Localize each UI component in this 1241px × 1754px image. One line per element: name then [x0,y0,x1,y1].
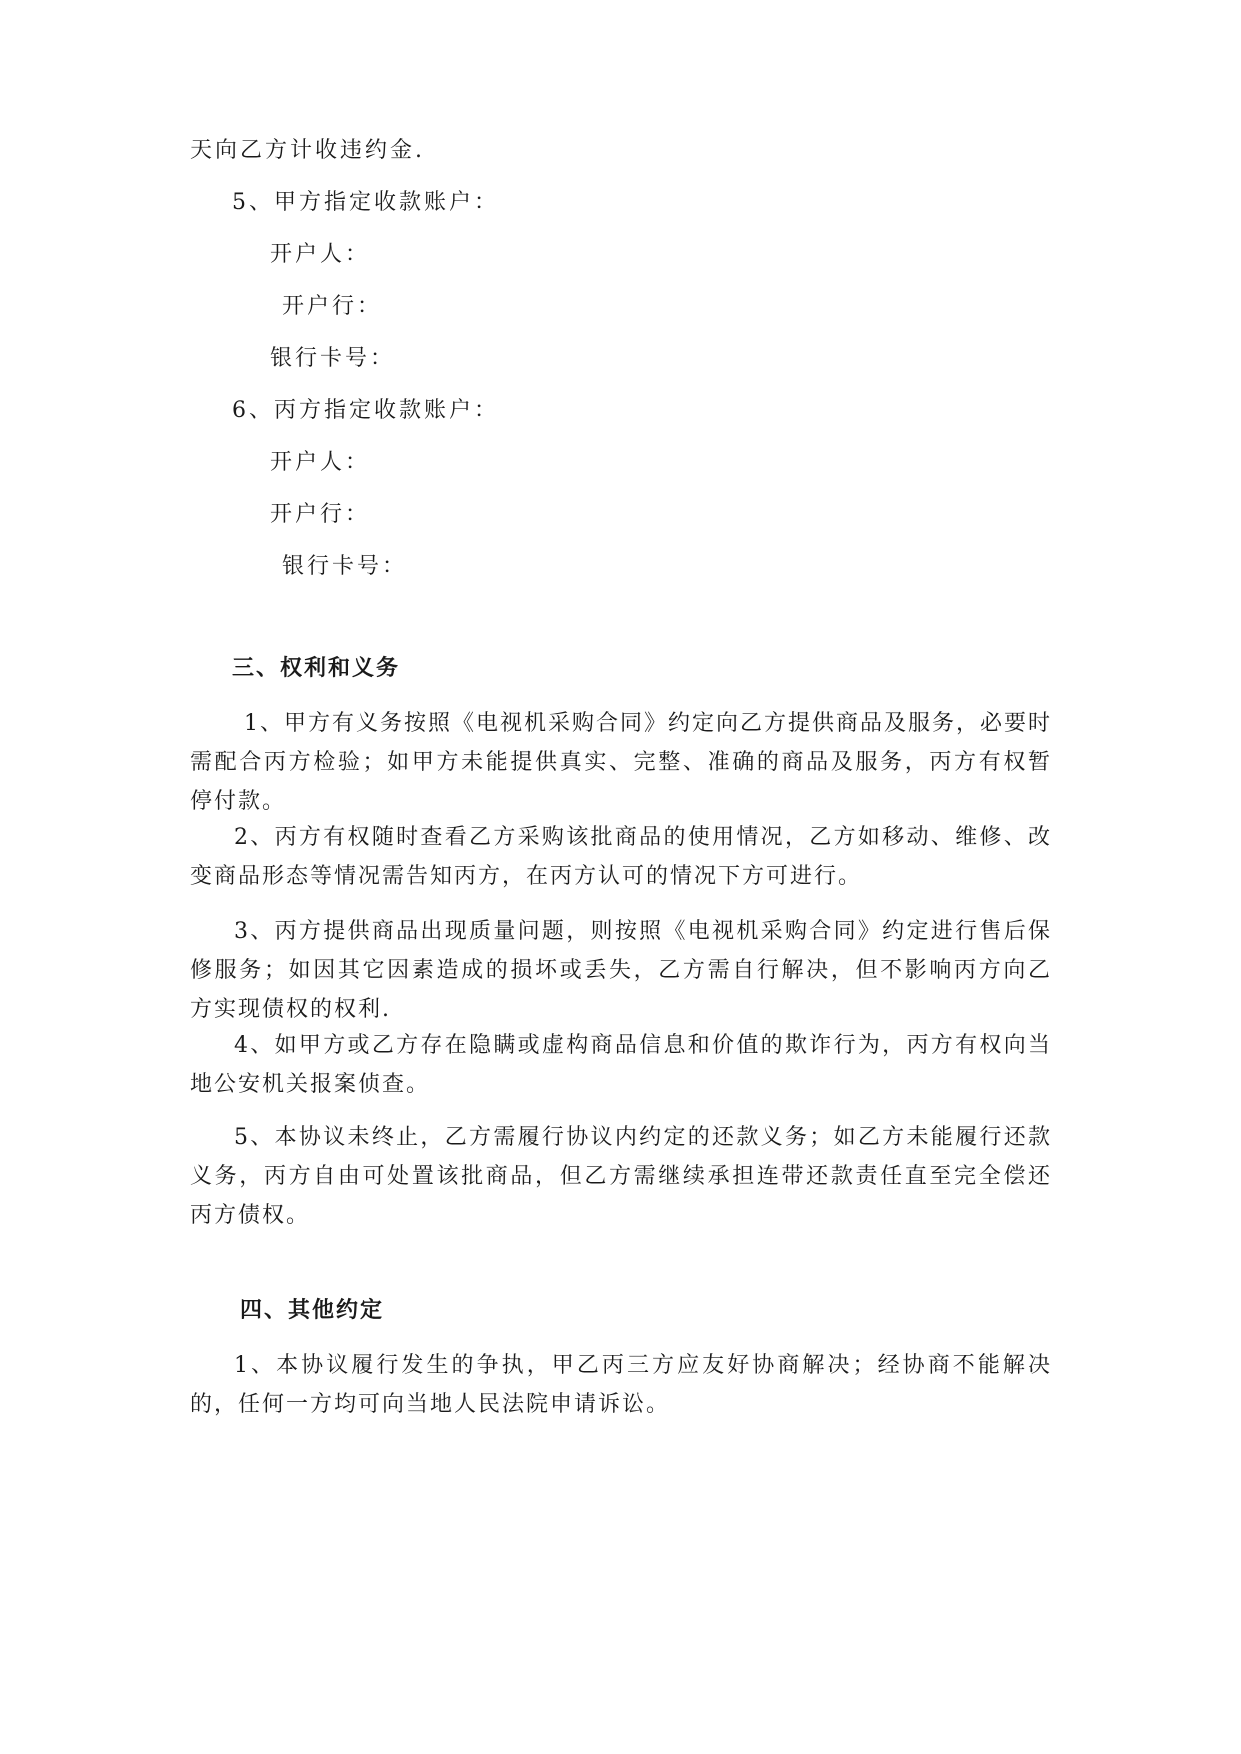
section-3-item-3: 3、丙方提供商品出现质量问题，则按照《电视机采购合同》约定进行售后保修服务；如因其它因素造成的损坏或丢失，乙方需自行解决，但不影响丙方向乙方实现债权的权利. [190,919,1052,1022]
party-a-card-number-label: 银行卡号： [270,346,396,371]
section-3-item-2: 2、丙方有权随时查看乙方采购该批商品的使用情况，乙方如移动、维修、改变商品形态等情况需告知丙方，在丙方认可的情况下方可进行。 [190,825,1052,889]
party-a-account-title: 5、甲方指定收款账户： [232,190,499,215]
party-c-account-holder-label: 开户人： [270,450,371,475]
party-a-account-holder-label: 开户人： [270,242,371,267]
party-c-card-number-label: 银行卡号： [282,554,408,579]
party-c-account-title: 6、丙方指定收款账户： [232,398,499,423]
section-3-item-1: 1、甲方有义务按照《电视机采购合同》约定向乙方提供商品及服务，必要时需配合丙方检验；如甲方未能提供真实、完整、准确的商品及服务，丙方有权暂停付款。 [190,711,1052,814]
section-3-item-5: 5、本协议未终止，乙方需履行协议内约定的还款义务；如乙方未能履行还款义务，丙方自由可处置该批商品，但乙方需继续承担连带还款责任直至完全偿还丙方债权。 [190,1125,1052,1228]
section-4-heading: 四、其他约定 [240,1298,385,1323]
party-a-bank-label: 开户行： [282,294,383,319]
section-3-item-4: 4、如甲方或乙方存在隐瞒或虚构商品信息和价值的欺诈行为，丙方有权向当地公安机关报案侦查。 [190,1033,1052,1097]
section-4-item-1: 1、本协议履行发生的争执，甲乙丙三方应友好协商解决；经协商不能解决的，任何一方均可向当地人民法院申请诉讼。 [190,1353,1052,1417]
section-3-heading: 三、权利和义务 [232,656,401,681]
party-c-bank-label: 开户行： [270,502,371,527]
carry-over-text: 天向乙方计收违约金. [190,138,425,163]
